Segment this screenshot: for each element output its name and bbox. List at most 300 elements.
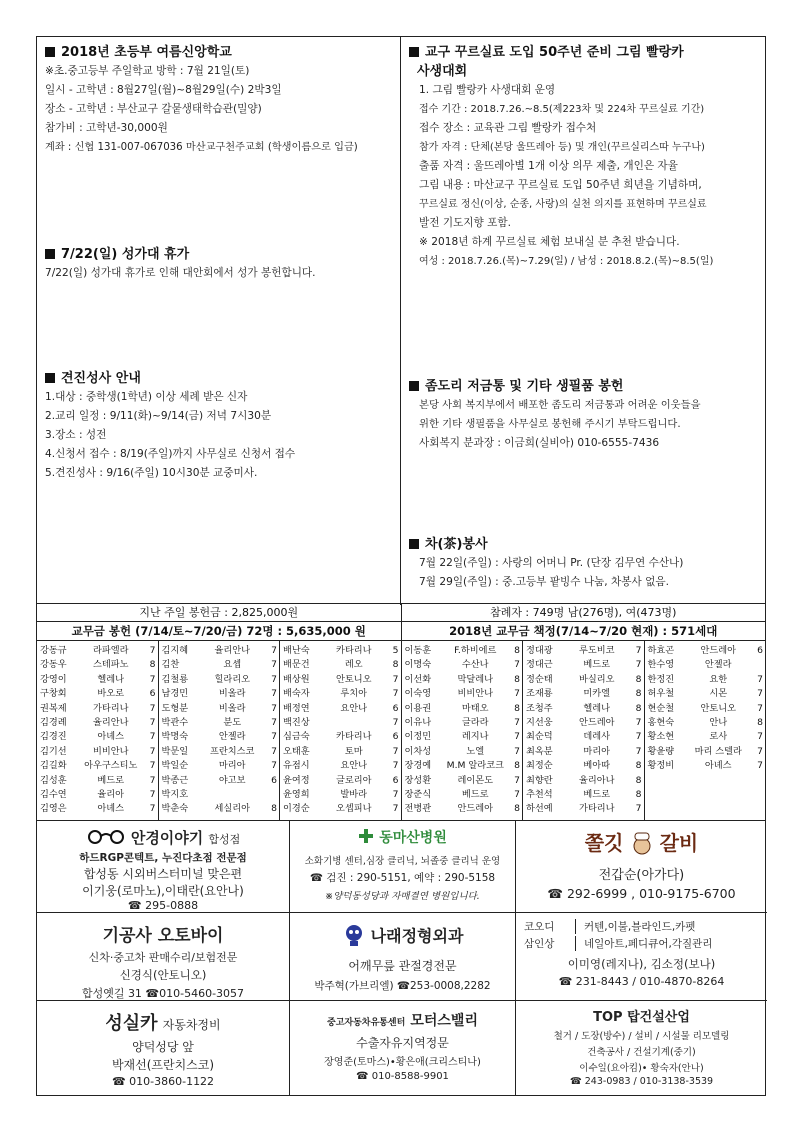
name-row: [283, 644, 399, 658]
baptismal-name: 글라라: [461, 717, 489, 729]
month-count: 7: [514, 789, 520, 801]
baptismal-name: 스테파노: [92, 659, 129, 671]
name-row: [162, 687, 278, 701]
name-row: [648, 730, 764, 744]
baptismal-name: 로사: [709, 731, 728, 743]
member-name: 김경례: [40, 717, 67, 729]
notice-box: [36, 36, 766, 604]
member-name: 배난숙: [283, 645, 310, 656]
name-row: [405, 730, 521, 744]
baptismal-name: 바오로: [97, 688, 125, 700]
month-count: 7: [271, 745, 277, 757]
name-row: [405, 716, 521, 730]
month-count: 7: [514, 717, 520, 729]
name-row: [648, 716, 764, 730]
notice-line: 장소 - 고학년 : 부산교구 갈뭍생태학습관(밀양): [45, 103, 262, 115]
notice-line: 접수 기간 : 2018.7.26.~8.5(제223차 및 224차 꾸르실료 기간): [419, 104, 705, 115]
notice-line: ※초.중고등부 주일학교 방학 : 7월 21일(토): [45, 65, 250, 77]
name-row: [283, 788, 399, 802]
member-name: 하선예: [526, 803, 553, 815]
member-name: 도형분: [161, 702, 189, 714]
month-count: 7: [149, 760, 156, 772]
ad-motorcycle-name: 기공사 오토바이: [102, 926, 224, 946]
bullet-square-icon: [45, 249, 55, 259]
baptismal-name: 안나: [709, 717, 728, 729]
ad-hospital-name: 동마산병원: [379, 830, 447, 846]
glasses-icon: [86, 829, 126, 848]
member-name: 김지혜: [161, 645, 189, 656]
baptismal-name: 비비안나: [457, 688, 493, 700]
notice-line: 참가비 : 고학년-30,000원: [45, 122, 168, 134]
ad-motors-line: 수출자유지역정문: [356, 1036, 449, 1050]
name-row: [405, 788, 521, 802]
green-cross-icon: [358, 828, 374, 848]
month-count: 8: [514, 760, 520, 772]
member-name: 김경진: [40, 731, 67, 743]
month-count: 7: [149, 702, 156, 714]
name-row: [40, 759, 156, 773]
member-name: 김영은: [40, 803, 67, 815]
ad-motorcycle-line: 합성옛길 31 ☎010-5460-3057: [81, 987, 245, 1000]
name-row: [283, 802, 399, 816]
member-name: 이동훈: [404, 645, 432, 656]
member-name: 조청주: [526, 702, 553, 714]
baptismal-name: 안젤라: [704, 659, 732, 671]
month-count: 7: [149, 717, 156, 729]
ad-car-repair-line: 양덕성당 앞: [132, 1040, 194, 1054]
member-name: 이경순: [283, 803, 310, 815]
member-name: 지선웅: [526, 717, 553, 729]
bullet-square-icon: [409, 47, 419, 57]
ad-orthopedic-name: 나래정형외과: [370, 926, 464, 946]
month-count: 7: [757, 673, 763, 685]
month-count: 7: [635, 659, 642, 671]
bullet-square-icon: [409, 539, 419, 549]
baptismal-name: 분도: [223, 717, 242, 729]
name-row: [162, 702, 278, 716]
member-name: 심금숙: [283, 731, 310, 743]
notice-line: 일시 - 고학년 : 8월27일(월)~8월29일(수) 2박3일: [45, 84, 282, 96]
month-count: 8: [635, 760, 642, 772]
last-sunday-offering: 지난 주일 봉헌금 : 2,825,000원: [37, 604, 402, 621]
ad-construction-line: 건축공사 / 건설기계(중기): [587, 1047, 696, 1058]
month-count: 8: [514, 803, 520, 815]
notice-line: ※ 2018년 하계 꾸르실료 체험 보내실 분 추천 받습니다.: [419, 236, 680, 248]
ad-orthopedic: [290, 913, 516, 1001]
member-name: 이유나: [404, 717, 432, 729]
member-name: 이숙영: [404, 688, 432, 700]
month-count: 8: [635, 789, 642, 801]
name-row: [40, 644, 156, 658]
name-row: [162, 802, 278, 816]
month-count: 7: [271, 702, 277, 714]
name-row: [162, 774, 278, 788]
ad-galbi: [516, 821, 767, 913]
month-count: 7: [149, 673, 156, 685]
notice-line: 계좌 : 신협 131-007-067036 마산교구천주교회 (학생이름으로 입금): [45, 142, 358, 153]
member-name: 이선화: [404, 673, 432, 685]
name-row: [283, 745, 399, 759]
member-name: 백진상: [283, 717, 310, 729]
name-row: [283, 702, 399, 716]
month-count: [755, 658, 763, 672]
notice-line: 7월 22일(주일) : 사랑의 어머니 Pr. (단장 김무연 수산나): [419, 557, 684, 569]
name-row: [40, 702, 156, 716]
ad-construction: [516, 1001, 767, 1096]
month-count: 6: [149, 688, 156, 700]
notice-line: 2.교리 일정 : 9/11(화)~9/14(금) 저녁 7시30분: [45, 410, 272, 422]
notice-line: 4.신청서 접수 : 8/19(주일)까지 사무실로 신청서 접수: [45, 448, 296, 460]
member-name: 이차성: [404, 745, 432, 757]
name-row: [526, 774, 642, 788]
name-row: [526, 730, 642, 744]
baptismal-name: 미카엘: [583, 688, 611, 700]
name-row: [283, 658, 399, 672]
month-count: 8: [514, 673, 520, 685]
baptismal-name: 카타리나: [335, 731, 372, 743]
name-row: [648, 687, 764, 701]
baptismal-name: 아녜스: [97, 803, 125, 815]
member-name: 강동규: [40, 645, 67, 656]
name-row: [648, 673, 764, 687]
baptismal-name: 율리아나: [578, 774, 615, 786]
name-row: [405, 802, 521, 816]
baptismal-name: [196, 788, 270, 802]
name-row: [405, 759, 521, 773]
name-row: [526, 702, 642, 716]
name-row: [648, 745, 764, 759]
baptismal-name: 노엘: [466, 745, 485, 757]
member-name: 현순철: [647, 702, 675, 714]
ad-construction-phone: ☎ 243-0983 / 010-3138-3539: [569, 1076, 714, 1087]
baptismal-name: 아녜스: [704, 760, 732, 772]
name-row: [283, 759, 399, 773]
baptismal-name: 레지나: [461, 731, 489, 743]
member-name: 구창회: [40, 688, 67, 700]
member-name: 황소현: [647, 731, 675, 743]
baptismal-name: 가타리나: [92, 702, 129, 714]
notice-line: 3.장소 : 성전: [45, 429, 107, 441]
month-count: 5: [392, 645, 399, 656]
month-count: 7: [271, 731, 277, 743]
baptismal-name: 율리아: [97, 789, 125, 801]
name-row: [648, 702, 764, 716]
member-name: 배문건: [283, 659, 310, 671]
member-name: 박종근: [161, 774, 189, 786]
offering-summary: 교무금 봉헌 (7/14/토~7/20/금) 72명 : 5,635,000 원: [37, 622, 402, 640]
notice-line: 접수 장소 : 교육관 그림 빨랑카 접수처: [419, 122, 597, 134]
ad-beauty-line: 이미영(레지나), 김소정(보나): [567, 957, 716, 971]
baptismal-name: 안드레아: [578, 717, 615, 729]
member-name: 윤영희: [283, 789, 310, 801]
member-name: 이용권: [404, 702, 432, 714]
baptismal-name: 가타리나: [578, 803, 615, 815]
member-name: 허우철: [647, 688, 675, 700]
baptismal-name: 레오: [344, 659, 363, 671]
member-name: 배상원: [283, 673, 310, 685]
member-name: 이정민: [404, 731, 432, 743]
baptismal-name: 힐라리오: [214, 673, 250, 685]
month-count: 7: [271, 673, 277, 685]
names-column: [280, 641, 402, 820]
ad-eyewear-name: 안경이야기: [130, 829, 204, 847]
name-row: [405, 673, 521, 687]
baptismal-name: 요한: [709, 673, 728, 685]
ads-section: [36, 821, 766, 1096]
month-count: 7: [149, 774, 156, 786]
month-count: 7: [757, 688, 763, 700]
member-name: 전병관: [404, 803, 432, 815]
baptismal-name: 베드로: [461, 789, 489, 801]
baptismal-name: 베아따: [583, 760, 611, 772]
ad-beauty-shop2: 삼인상: [524, 936, 576, 951]
name-row: [40, 745, 156, 759]
name-row: [40, 788, 156, 802]
name-row: [283, 774, 399, 788]
ad-car-repair: [37, 1001, 290, 1096]
member-name: 최향란: [526, 774, 553, 786]
ad-galbi-owner: 전갑순(아가다): [598, 867, 685, 883]
month-count: 7: [149, 731, 156, 743]
ad-motors-pre: 중고자동차유통센터: [327, 1018, 406, 1028]
attendance-count: 참례자 : 749명 남(276명), 여(473명): [490, 606, 677, 619]
member-name: 최순덕: [526, 731, 553, 743]
ad-eyewear-line: 하드RGP콘텍트, 누진다초점 전문점: [79, 852, 247, 864]
member-name: 황정비: [647, 760, 675, 772]
ad-eyewear: [37, 821, 290, 913]
member-name: 박지호: [161, 789, 189, 801]
month-count: 7: [149, 645, 156, 656]
name-row: [40, 802, 156, 816]
ad-beauty-desc2: 네일아트,페디큐어,각질관리: [584, 938, 713, 950]
ad-eyewear-phone: ☎ 295-0888: [127, 899, 199, 912]
ad-motorcycle-line: 신차·중고차 판매수리/보험전문: [88, 951, 238, 964]
member-name: 박일순: [161, 760, 189, 772]
member-name: 박명숙: [161, 731, 189, 743]
baptismal-name: 세실리아: [214, 803, 250, 815]
bullet-square-icon: [45, 47, 55, 57]
member-name: 하효곤: [647, 645, 675, 656]
baptismal-name: 요안나: [340, 702, 368, 714]
ad-motors-phone: ☎ 010-8588-9901: [356, 1071, 449, 1082]
name-row: [526, 687, 642, 701]
baptismal-name: 발바라: [340, 789, 368, 801]
ad-orthopedic-line: 어깨무릎 관절경전문: [348, 959, 457, 973]
name-row: [405, 658, 521, 672]
name-row: [162, 759, 278, 773]
month-count: 6: [271, 774, 277, 786]
month-count: 8: [635, 702, 642, 714]
month-count: 7: [149, 803, 156, 815]
baptismal-name: 아녜스: [97, 731, 125, 743]
notice-line: 5.견진성사 : 9/16(주일) 10시30분 교중미사.: [45, 467, 258, 479]
member-name: 김성훈: [40, 774, 67, 786]
month-count: 7: [514, 774, 520, 786]
notice-line: 참가 자격 : 단체(본당 울뜨레아 등) 및 개인(꾸르실리스따 누구나): [419, 142, 705, 153]
name-row: [283, 716, 399, 730]
ad-eyewear-line: 이기웅(로마노),이태란(요안나): [82, 884, 244, 898]
bulletin-page: [36, 36, 766, 1096]
member-name: 정대광: [526, 645, 553, 656]
tea-service-notice: [409, 535, 761, 592]
notice-line: 꾸르실료 정신(이상, 순종, 사랑)의 실천 의지를 표현하며 꾸르실료: [419, 199, 707, 210]
baptismal-name: 프란치스코: [210, 745, 255, 757]
notice-right-column: [401, 37, 767, 605]
chef-icon: [629, 831, 655, 861]
member-name: 한정진: [647, 673, 675, 685]
baptismal-name: 비비안나: [92, 745, 129, 757]
month-count: 6: [392, 702, 399, 714]
bullet-square-icon: [45, 373, 55, 383]
name-row: [526, 673, 642, 687]
offering-header: [36, 622, 766, 641]
member-name: 유점시: [283, 760, 310, 772]
notice-line: 사회복지 분과장 : 이금희(실비아) 010-6555-7436: [419, 437, 660, 449]
baptismal-name: 루치아: [340, 688, 368, 700]
baptismal-name: 아우구스티노: [84, 760, 138, 772]
name-row: [526, 658, 642, 672]
summer-school-notice: [45, 43, 394, 157]
baptismal-name: 베드로: [583, 659, 611, 671]
name-row: [40, 658, 156, 672]
baptismal-name: 시몬: [709, 688, 728, 700]
name-row: [162, 745, 278, 759]
member-name: 정순태: [526, 673, 553, 685]
month-count: [269, 788, 277, 802]
member-name: 장성환: [404, 774, 432, 786]
month-count: 8: [635, 688, 642, 700]
ad-hospital-line: 소화기병 센터,심장 클리닉, 뇌졸중 클리닉 운영: [304, 855, 501, 867]
notice-title: 교구 꾸르실료 도입 50주년 준비 그림 빨랑카: [425, 45, 684, 60]
baptismal-name: 수산나: [461, 659, 489, 671]
name-row: [405, 702, 521, 716]
name-row: [405, 774, 521, 788]
month-count: 8: [392, 659, 399, 671]
name-row: [526, 644, 642, 658]
ad-galbi-name2: 갈비: [659, 831, 699, 855]
ad-construction-line: 이수일(요아킴)• 황숙자(안나): [579, 1063, 704, 1074]
month-count: 7: [757, 702, 763, 714]
name-row: [162, 644, 278, 658]
month-count: 8: [271, 803, 277, 815]
member-name: 오태훈: [283, 745, 310, 757]
month-count: 7: [514, 688, 520, 700]
month-count: 7: [635, 745, 642, 757]
baptismal-name: 막달레나: [457, 673, 493, 685]
pledge-summary: 2018년 교무금 책정(7/14~7/20 현재) : 571세대: [449, 624, 718, 638]
baptismal-name: 베드로: [97, 774, 125, 786]
month-count: 7: [757, 731, 763, 743]
month-count: 7: [149, 789, 156, 801]
ad-hospital: [290, 821, 516, 913]
month-count: 7: [392, 717, 399, 729]
name-row: [283, 730, 399, 744]
baptismal-name: 마리 스텔라: [694, 745, 742, 757]
member-name: 김찬: [161, 659, 180, 671]
name-row: [162, 730, 278, 744]
name-row: [40, 687, 156, 701]
month-count: 7: [635, 645, 642, 656]
ad-motors-line: 장영준(토마스)•황은애(크리스티나): [324, 1057, 481, 1068]
baptismal-name: 바실리오: [578, 673, 615, 685]
name-row: [40, 673, 156, 687]
ad-car-repair-phone: ☎ 010-3860-1122: [111, 1075, 215, 1088]
member-name: 김기선: [40, 745, 67, 757]
month-count: 8: [757, 717, 763, 729]
member-name: 이명숙: [404, 659, 432, 671]
month-count: 7: [271, 688, 277, 700]
notice-title: 2018년 초등부 여름신앙학교: [61, 45, 232, 60]
ad-eyewear-line: 합성동 시외버스터미널 맞은편: [83, 867, 243, 881]
member-name: 김수연: [40, 789, 67, 801]
name-row: [162, 716, 278, 730]
ad-galbi-phone: ☎ 292-6999 , 010-9175-6700: [547, 885, 736, 901]
ad-motorcycle-line: 신경식(안토니오): [119, 968, 207, 982]
month-count: 7: [514, 745, 520, 757]
name-row: [40, 730, 156, 744]
member-name: 남경민: [161, 688, 189, 700]
member-name: 김길화: [40, 760, 67, 772]
month-count: 7: [392, 789, 399, 801]
baptismal-name: 라파엘라: [92, 645, 129, 656]
names-column: [645, 641, 766, 820]
month-count: 8: [149, 659, 156, 671]
notice-line: 그림 내용 : 마산교구 꾸르실료 도입 50주년 희년을 기념하며,: [419, 179, 702, 191]
month-count: 7: [271, 659, 277, 671]
name-row: [648, 759, 764, 773]
baptismal-name: 안토니오: [700, 702, 736, 714]
month-count: 7: [392, 688, 399, 700]
member-name: 장준식: [404, 789, 432, 801]
ad-orthopedic-line: 박주혁(가브리엘) ☎253-0008,2282: [314, 980, 491, 992]
baptismal-name: 데레사: [583, 731, 611, 743]
baptismal-name: 율리안나: [214, 645, 250, 656]
baptismal-name: 요안나: [340, 760, 368, 772]
baptismal-name: M.M 알라코크: [446, 760, 504, 772]
month-count: 7: [635, 717, 642, 729]
ad-motors-name: 모터스밸리: [410, 1013, 478, 1029]
member-name: 윤여정: [283, 774, 310, 786]
month-count: 7: [271, 717, 277, 729]
month-count: 7: [514, 659, 520, 671]
name-row: [162, 673, 278, 687]
notice-line: 본당 사회 복지부에서 배포한 좀도리 저금통과 어려운 이웃들을: [419, 399, 701, 411]
mascot-icon: [342, 923, 366, 951]
month-count: 8: [514, 645, 520, 656]
ad-hospital-line: ※양덕동성당과 자매결연 병원입니다.: [325, 890, 480, 902]
month-count: 8: [635, 673, 642, 685]
month-count: 7: [757, 760, 763, 772]
member-name: 최정순: [526, 760, 553, 772]
name-row: [526, 788, 642, 802]
baptismal-name: 레이몬도: [457, 774, 493, 786]
baptismal-name: 안드레아: [457, 803, 493, 815]
baptismal-name: 토마: [344, 745, 363, 757]
notice-line: 7월 29일(주일) : 중.고등부 팥빙수 나눔, 차봉사 없음.: [419, 576, 669, 588]
baptismal-name: 헬레나: [583, 702, 611, 714]
member-name: 박관수: [161, 717, 189, 729]
month-count: 7: [757, 745, 763, 757]
baptismal-name: 루도비코: [578, 645, 615, 656]
name-row: [283, 687, 399, 701]
member-name: 한수영: [647, 659, 675, 671]
baptismal-name: 오셉피나: [335, 803, 372, 815]
name-row: [405, 687, 521, 701]
notice-title: 차(茶)봉사: [425, 537, 488, 552]
baptismal-name: 마리아: [218, 760, 246, 772]
weekly-summary-bar: [36, 604, 766, 622]
member-name: 추천석: [526, 789, 553, 801]
